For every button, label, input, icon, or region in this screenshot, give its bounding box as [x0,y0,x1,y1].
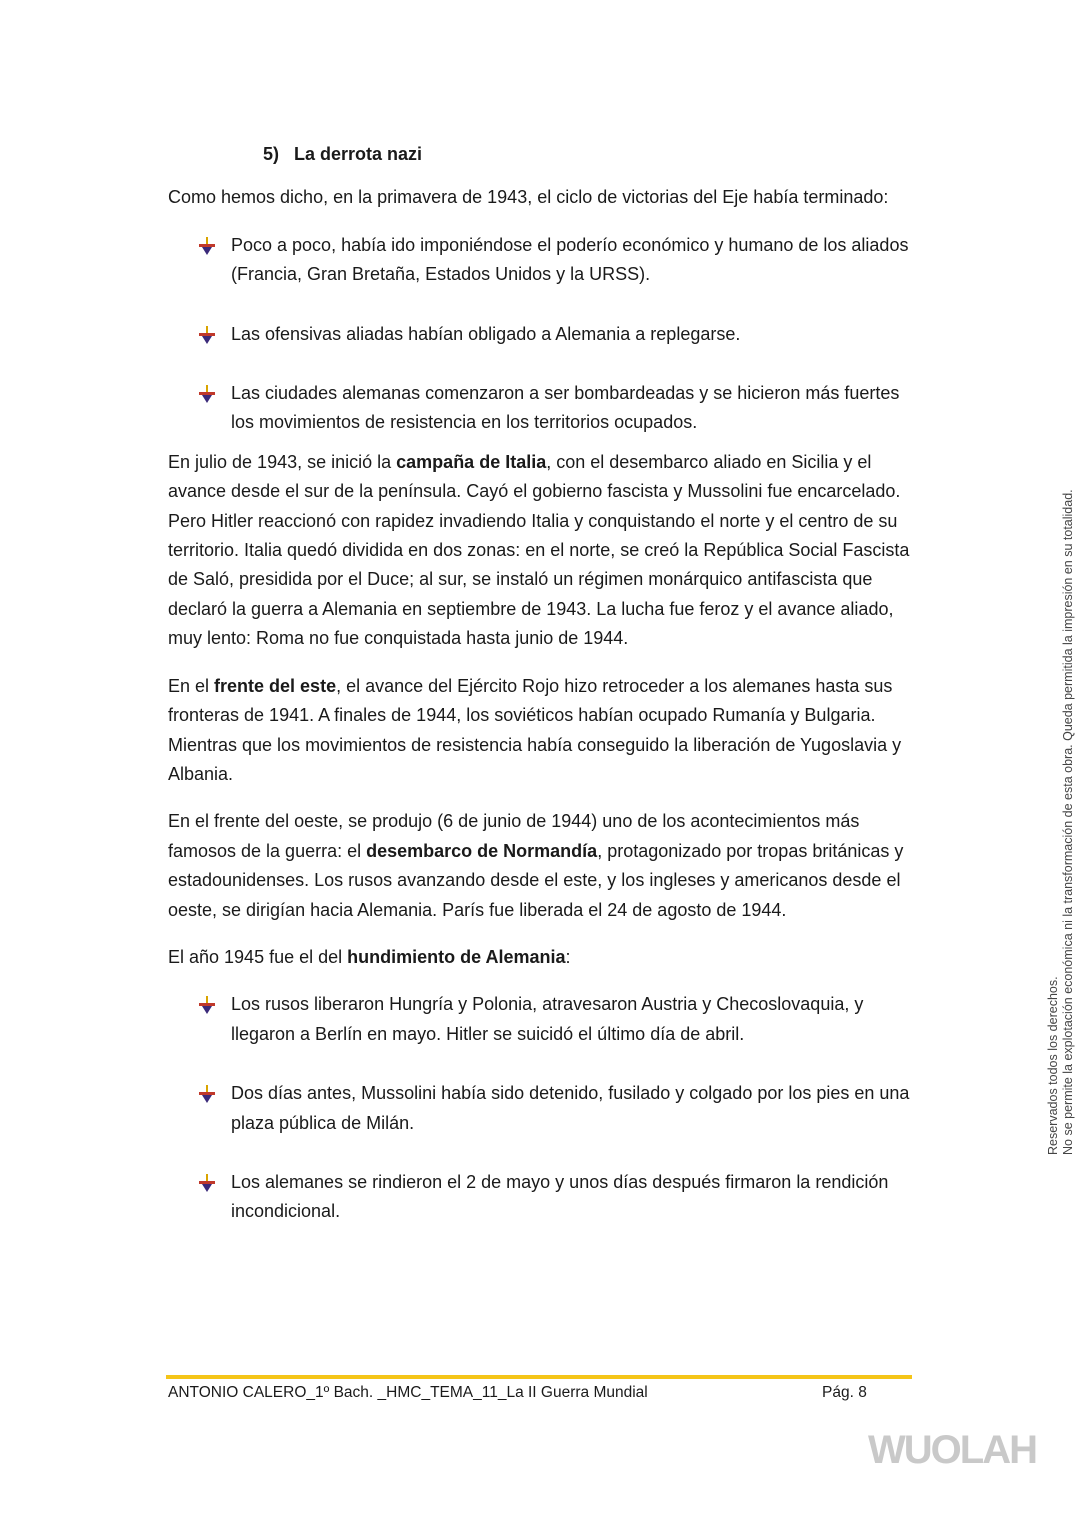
page-content [168,140,910,1257]
oeste-paragraph: En el frente del oeste, se produjo (6 de junio de 1944) uno de los acontecimientos más famosos de la guerra: el desembarco de Normandía, protagonizado por tropas británicas y estadounidenses. Los rusos avanzando desde el este, y los ingleses y americanos desde el oeste, se dirigían hacia Alemania. París fue liberada el 24 de agosto de 1944. [168,811,904,920]
intro-paragraph: Como hemos dicho, en la primavera de 1943, el ciclo de victorias del Eje había terminado: [168,187,889,208]
down-arrow-icon [197,1084,217,1104]
este-paragraph: En el frente del este, el avance del Ejército Rojo hizo retroceder a los alemanes hasta sus fronteras de 1941. A finales de 1944, los soviéticos habían ocupado Rumanía y Bulgaria. Mientras que los movimientos de resistencia había conseguido la liberación de Yugoslavia y Albania. [168,675,902,784]
italia-paragraph: En julio de 1943, se inició la campaña de Italia, con el desembarco aliado en Sicilia y el avance desde el sur de la península. Cayó el gobierno fascista y Mussolini fue encarcelado. Pero Hitler reaccionó con rapidez invadiendo Italia y conquistando el norte y el centro de su territorio. Italia quedó dividida en dos zonas: en el norte, se creó la República Social Fascista de Saló, presidida por el Duce; al sur, se instaló un régimen monárquico antifascista que declaró la guerra a Alemania en septiembre de 1943. La lucha fue feroz y el avance aliado, muy lento: Roma no fue conquistada hasta junio de 1944. [168,451,910,649]
copyright-note: Reservados todos los derechos. No se permite la explotación económica ni la transformación de esta obra. Queda permitida la impresión en su totalidad. [1046,489,1075,1155]
list-item: Dos días antes, Mussolini había sido detenido, fusilado y colgado por los pies en una plaza pública de Milán. [168,1079,910,1138]
list-item: Las ofensivas aliadas habían obligado a Alemania a replegarse. [168,320,910,349]
down-arrow-icon [197,236,217,256]
down-arrow-icon [197,1173,217,1193]
bullet-list-2 [168,990,910,1226]
list-item: Los rusos liberaron Hungría y Polonia, atravesaron Austria y Checoslovaquia, y llegaron a Berlín en mayo. Hitler se suicidó el último día de abril. [168,990,910,1049]
list-item: Las ciudades alemanas comenzaron a ser bombardeadas y se hicieron más fuertes los movimientos de resistencia en los territorios ocupados. [168,379,910,438]
footer-title: ANTONIO CALERO_1º Bach. _HMC_TEMA_11_La II Guerra Mundial [168,1384,648,1401]
section-number: 5) [263,144,280,164]
footer-rule [166,1375,912,1379]
down-arrow-icon [197,325,217,345]
wuolah-logo: WUOLAH [868,1428,1036,1472]
section-title: La derrota nazi [294,144,423,164]
list-item: Poco a poco, había ido imponiéndose el poderío económico y humano de los aliados (Francia, Gran Bretaña, Estados Unidos y la URSS). [168,231,910,290]
page-number: Pág. 8 [822,1384,867,1401]
down-arrow-icon [197,384,217,404]
hundimiento-paragraph: El año 1945 fue el del hundimiento de Alemania: [168,946,571,967]
section-heading [263,140,910,169]
down-arrow-icon [197,995,217,1015]
list-item: Los alemanes se rindieron el 2 de mayo y unos días después firmaron la rendición incondicional. [168,1168,910,1227]
bullet-list-1 [168,231,910,438]
